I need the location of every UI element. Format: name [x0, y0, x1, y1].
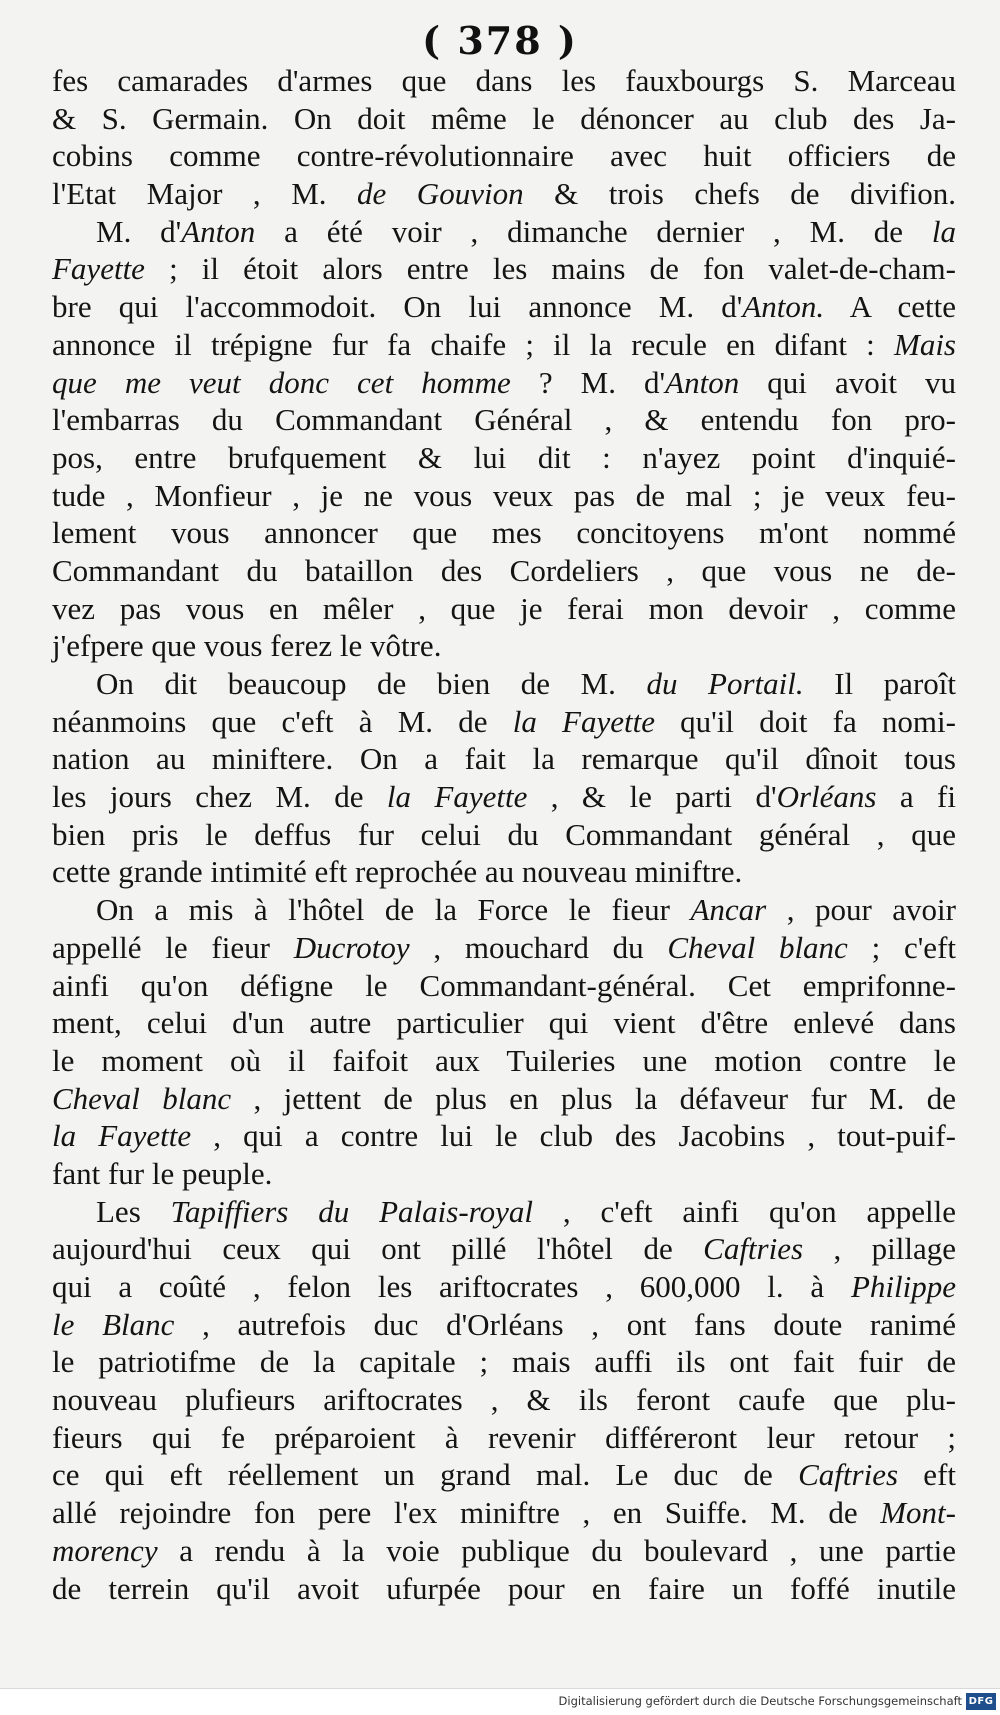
- text-run: , autrefois duc d'Orléans , ont fans doute ranimé: [174, 1306, 956, 1342]
- text-line: [52, 929, 956, 967]
- text-run: de terrein qu'il avoit ufurpée pour en faire un foffé inutile: [52, 1570, 956, 1606]
- text-line: [52, 778, 956, 816]
- text-run: Commandant du bataillon des Cordeliers , que vous ne de-: [52, 552, 956, 588]
- text-run: cette grande intimité eft reprochée au nouveau miniftre.: [52, 854, 743, 890]
- text-line: [52, 703, 956, 741]
- digitization-credit: Digitalisierung gefördert durch die Deutsche Forschungsgemeinschaft: [558, 1694, 962, 1708]
- text-run: le patriotifme de la capitale ; mais auffi ils ont fait fuir de: [52, 1344, 956, 1380]
- italic-text: Orléans: [776, 779, 877, 815]
- text-run: , mouchard du: [409, 929, 668, 965]
- text-run: a été voir , dimanche dernier , M. de: [255, 213, 932, 249]
- text-run: & trois chefs de divifion.: [523, 176, 956, 212]
- text-run: A cette: [824, 289, 956, 325]
- text-run: a fi: [876, 779, 956, 815]
- text-run: les jours chez M. de: [52, 779, 387, 815]
- text-run: ; c'eft: [847, 929, 956, 965]
- italic-text: la Fayette: [52, 1118, 192, 1154]
- italic-text: Caftries: [798, 1457, 899, 1493]
- italic-text: Cheval blanc: [667, 929, 848, 965]
- text-run: fieurs qui fe préparoient à revenir différeront leur retour ;: [52, 1419, 956, 1455]
- text-run: Il paroît: [803, 666, 956, 701]
- text-run: a rendu à la voie publique du boulevard , une partie: [157, 1532, 956, 1568]
- page-number: ( 378 ): [422, 18, 578, 63]
- italic-text: Caftries: [703, 1231, 804, 1267]
- text-run: l'Etat Major , M.: [52, 176, 358, 212]
- text-line: [52, 175, 956, 213]
- text-run: qui a coûté , felon les ariftocrates , 600,000 l. à: [52, 1269, 851, 1304]
- italic-text: de Gouvion: [357, 176, 524, 212]
- text-run: tude , Monfieur , je ne vous veux pas de mal ; je veux feu-: [52, 477, 956, 513]
- text-run: , jettent de plus en plus la défaveur fur M. de: [231, 1080, 956, 1116]
- text-line: [52, 439, 956, 477]
- text-line: [52, 1042, 956, 1080]
- text-line: [52, 1155, 956, 1193]
- text-line: [52, 401, 956, 439]
- italic-text: Mais: [894, 326, 956, 362]
- text-line: [52, 514, 956, 552]
- text-run: On a mis à l'hôtel de la Force le fieur: [96, 892, 691, 928]
- text-line: [52, 100, 956, 138]
- text-line: [52, 1343, 956, 1381]
- text-run: qui avoit vu: [739, 364, 956, 400]
- text-line: [52, 665, 956, 703]
- text-run: fes camarades d'armes que dans les fauxbourgs S. Marceau: [52, 63, 956, 98]
- text-run: lement vous annoncer que mes concitoyens m'ont nommé: [52, 515, 956, 551]
- text-run: bre qui l'accommodoit. On lui annonce M. d': [52, 289, 743, 325]
- italic-text: le Blanc: [52, 1306, 175, 1342]
- italic-text: Anton.: [742, 289, 825, 325]
- text-run: néanmoins que c'eft à M. de: [52, 703, 513, 739]
- italic-text: Philippe: [850, 1269, 956, 1304]
- text-line: [52, 1456, 956, 1494]
- text-line: [52, 627, 956, 665]
- text-line: [52, 288, 956, 326]
- italic-text: Fayette: [52, 251, 145, 287]
- text-run: On dit beaucoup de bien de M.: [96, 666, 647, 701]
- text-run: & S. Germain. On doit même le dénoncer au club des Ja-: [52, 100, 956, 136]
- text-line: [52, 1306, 956, 1344]
- text-line: [52, 1494, 956, 1532]
- italic-text: la Fayette: [512, 703, 655, 739]
- viewer-footer: [0, 1688, 1000, 1715]
- text-run: nouveau plufieurs ariftocrates , & ils feront caufe que plu-: [52, 1382, 956, 1418]
- text-line: [52, 364, 956, 402]
- text-line: [52, 1268, 956, 1306]
- text-run: le moment où il faifoit aux Tuileries une motion contre le: [52, 1042, 956, 1078]
- text-run: aujourd'hui ceux qui ont pillé l'hôtel de: [52, 1231, 704, 1267]
- text-line: [52, 213, 956, 251]
- text-line: [52, 552, 956, 590]
- text-line: [52, 137, 956, 175]
- text-line: [52, 250, 956, 288]
- italic-text: morency: [52, 1532, 158, 1568]
- italic-text: Anton: [665, 364, 740, 400]
- text-line: [52, 1532, 956, 1570]
- text-run: fant fur le peuple.: [52, 1155, 273, 1191]
- text-line: [52, 326, 956, 364]
- text-run: bien pris le deffus fur celui du Commandant général , que: [52, 816, 956, 852]
- text-line: [52, 1080, 956, 1118]
- text-line: [52, 1230, 956, 1268]
- italic-text: du Portail.: [646, 666, 804, 701]
- text-run: , qui a contre lui le club des Jacobins , tout-puif-: [191, 1118, 957, 1154]
- text-run: allé rejoindre fon pere l'ex miniftre , en Suiffe. M. de: [52, 1495, 881, 1531]
- text-line: [52, 477, 956, 515]
- text-run: cobins comme contre-révolutionnaire avec huit officiers de: [52, 138, 956, 174]
- body-text: [52, 62, 956, 1607]
- text-run: M. d': [96, 213, 182, 249]
- text-run: appellé le fieur: [52, 929, 294, 965]
- italic-text: Ancar: [690, 892, 767, 928]
- text-line: [52, 891, 956, 929]
- text-run: pos, entre brufquement & lui dit : n'ayez point d'inquié-: [52, 439, 956, 475]
- text-run: nation au miniftere. On a fait la remarque qu'il dînoit tous: [52, 741, 956, 777]
- text-line: [52, 1004, 956, 1042]
- text-run: , pillage: [803, 1231, 956, 1267]
- text-run: Les: [96, 1193, 171, 1229]
- text-line: [52, 1570, 956, 1608]
- text-line: [52, 967, 956, 1005]
- text-line: [52, 1117, 956, 1155]
- text-line: [52, 740, 956, 778]
- text-run: vez pas vous en mêler , que je ferai mon devoir , comme: [52, 590, 956, 626]
- text-run: qu'il doit fa nomi-: [654, 703, 956, 739]
- text-run: , pour avoir: [766, 892, 956, 928]
- italic-text: la Fayette: [386, 779, 528, 815]
- italic-text: Ducrotoy: [293, 929, 410, 965]
- text-line: [52, 853, 956, 891]
- text-line: [52, 1381, 956, 1419]
- text-line: [52, 590, 956, 628]
- italic-text: Tapiffiers du Palais-royal: [170, 1193, 533, 1229]
- text-line: [52, 1193, 956, 1231]
- text-run: ment, celui d'un autre particulier qui vient d'être enlevé dans: [52, 1005, 956, 1041]
- text-run: j'efpere que vous ferez le vôtre.: [52, 628, 442, 664]
- italic-text: que me veut donc cet homme: [52, 364, 511, 400]
- text-run: annonce il trépigne fur fa chaife ; il la recule en difant :: [52, 326, 894, 362]
- text-line: [52, 1419, 956, 1457]
- text-line: [52, 62, 956, 100]
- text-run: , & le parti d': [527, 779, 777, 815]
- italic-text: Anton: [181, 213, 256, 249]
- text-run: , c'eft ainfi qu'on appelle: [532, 1193, 956, 1229]
- text-run: ce qui eft réellement un grand mal. Le duc de: [52, 1457, 799, 1493]
- italic-text: la: [931, 213, 956, 249]
- italic-text: Cheval blanc: [52, 1080, 232, 1116]
- dfg-logo: DFG: [966, 1693, 996, 1710]
- text-run: ainfi qu'on défigne le Commandant-général. Cet emprifonne-: [52, 967, 956, 1003]
- text-line: [52, 816, 956, 854]
- text-run: ; il étoit alors entre les mains de fon valet-de-cham-: [144, 251, 956, 287]
- text-run: eft: [898, 1457, 957, 1493]
- text-run: l'embarras du Commandant Général , & entendu fon pro-: [52, 402, 956, 438]
- text-run: ? M. d': [510, 364, 666, 400]
- italic-text: Mont-: [880, 1495, 956, 1531]
